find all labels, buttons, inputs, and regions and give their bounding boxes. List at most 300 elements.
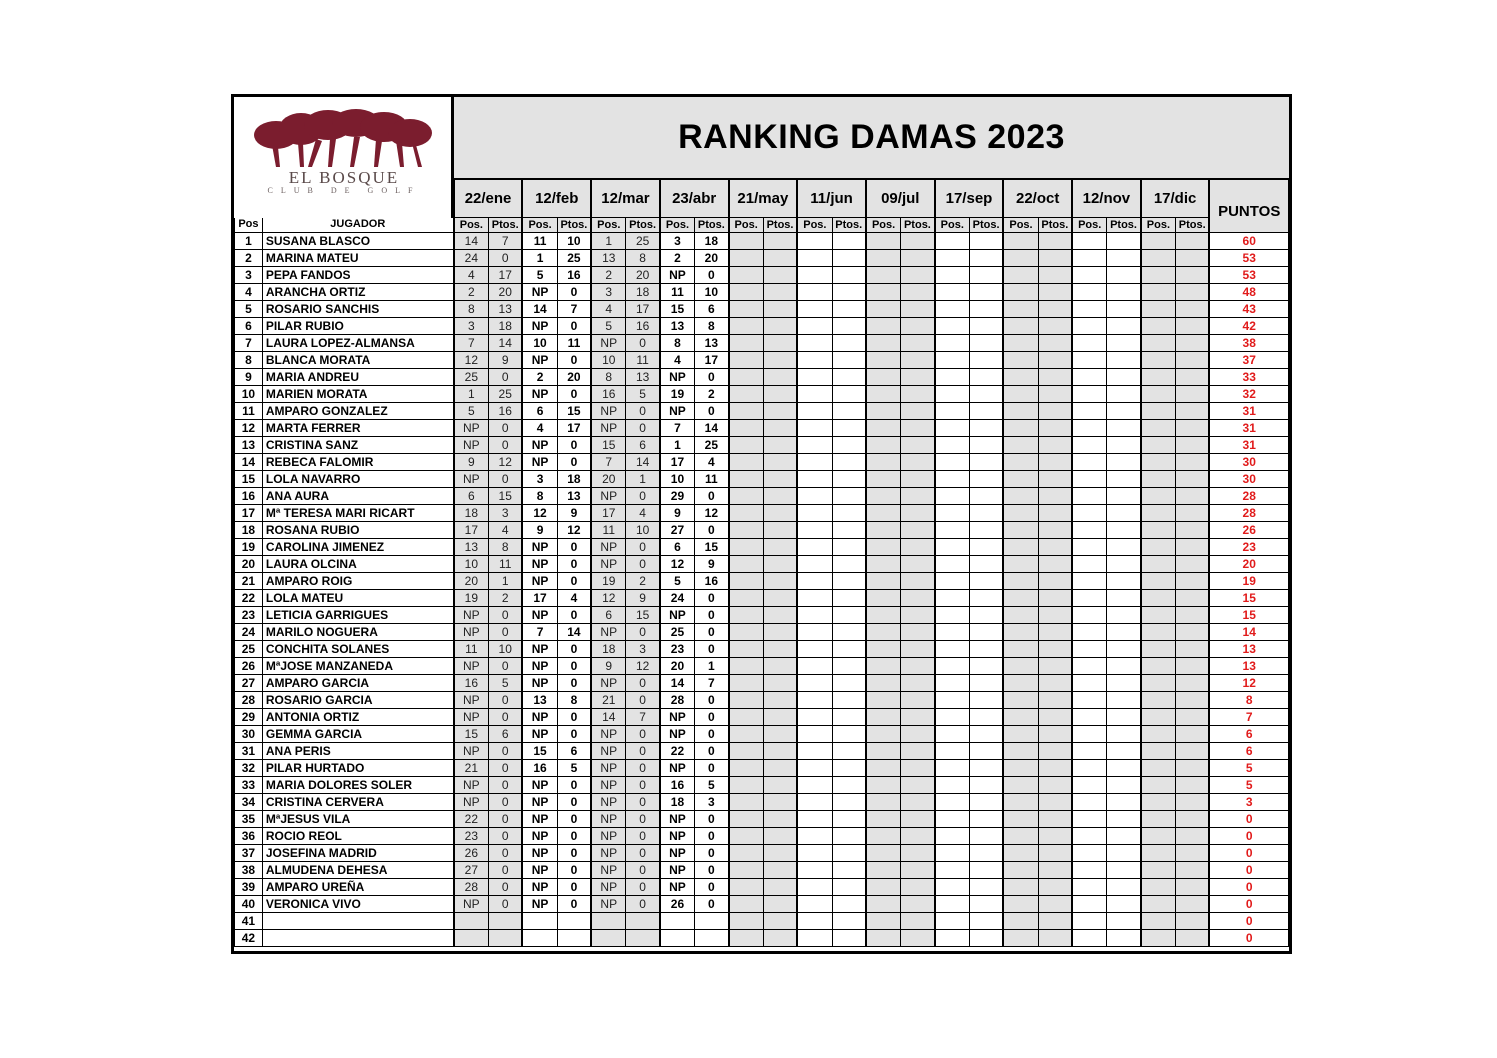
result-pos — [1003, 743, 1038, 760]
result-ptos — [901, 284, 935, 301]
result-pos: NP — [454, 607, 489, 624]
result-ptos — [1176, 726, 1210, 743]
result-ptos: 7 — [489, 233, 523, 250]
result-ptos: 2 — [695, 386, 729, 403]
result-pos — [866, 454, 901, 471]
rank-cell: 25 — [235, 641, 263, 658]
result-pos — [1072, 913, 1107, 930]
result-pos — [1072, 471, 1107, 488]
result-pos — [935, 930, 970, 947]
result-ptos — [1107, 352, 1141, 369]
result-ptos: 0 — [489, 845, 523, 862]
result-pos — [1141, 743, 1176, 760]
result-pos: 2 — [660, 250, 695, 267]
result-pos — [729, 726, 764, 743]
result-ptos — [1038, 896, 1072, 913]
result-pos — [797, 862, 832, 879]
result-pos: NP — [660, 811, 695, 828]
result-pos — [660, 913, 695, 930]
result-pos — [729, 573, 764, 590]
result-ptos: 17 — [489, 267, 523, 284]
result-pos: NP — [454, 420, 489, 437]
result-ptos: 0 — [557, 556, 591, 573]
result-pos — [1003, 726, 1038, 743]
result-ptos — [489, 930, 523, 947]
result-pos — [454, 930, 489, 947]
result-ptos — [901, 709, 935, 726]
result-pos — [729, 896, 764, 913]
result-ptos — [901, 318, 935, 335]
ptos-subheader: Ptos. — [1107, 218, 1141, 233]
result-pos — [729, 454, 764, 471]
result-pos — [729, 709, 764, 726]
pos-subheader: Pos. — [935, 218, 970, 233]
result-pos — [1003, 335, 1038, 352]
result-ptos: 20 — [626, 267, 660, 284]
result-pos: 12 — [454, 352, 489, 369]
result-pos — [729, 794, 764, 811]
result-pos — [797, 403, 832, 420]
result-pos — [1003, 590, 1038, 607]
total-points: 8 — [1209, 692, 1288, 709]
result-ptos — [969, 641, 1003, 658]
result-ptos: 0 — [557, 607, 591, 624]
result-ptos — [1107, 233, 1141, 250]
result-pos — [1072, 692, 1107, 709]
result-ptos: 1 — [695, 658, 729, 675]
result-ptos — [763, 471, 797, 488]
result-ptos — [763, 386, 797, 403]
result-ptos — [832, 692, 866, 709]
result-pos — [935, 369, 970, 386]
result-pos — [866, 726, 901, 743]
result-ptos — [969, 471, 1003, 488]
result-ptos: 0 — [695, 709, 729, 726]
result-ptos — [969, 896, 1003, 913]
result-pos — [591, 913, 626, 930]
player-name: JOSEFINA MADRID — [262, 845, 453, 862]
result-ptos — [901, 488, 935, 505]
result-pos — [935, 607, 970, 624]
rank-cell: 31 — [235, 743, 263, 760]
result-pos — [935, 250, 970, 267]
result-pos: NP — [660, 879, 695, 896]
result-pos — [866, 743, 901, 760]
result-pos: NP — [591, 794, 626, 811]
result-pos — [1003, 879, 1038, 896]
logo-name: EL BOSQUE — [288, 168, 400, 187]
result-ptos: 0 — [557, 777, 591, 794]
result-ptos — [1107, 386, 1141, 403]
player-name: MARIA DOLORES SOLER — [262, 777, 453, 794]
result-pos — [935, 811, 970, 828]
result-pos — [1072, 794, 1107, 811]
result-ptos: 15 — [695, 539, 729, 556]
player-name: Mª TERESA MARI RICART — [262, 505, 453, 522]
result-ptos: 9 — [695, 556, 729, 573]
result-pos — [1072, 505, 1107, 522]
result-ptos: 0 — [557, 437, 591, 454]
result-ptos — [1176, 369, 1210, 386]
result-ptos — [1176, 709, 1210, 726]
result-ptos: 12 — [626, 658, 660, 675]
result-ptos: 0 — [557, 573, 591, 590]
rank-cell: 12 — [235, 420, 263, 437]
result-pos — [729, 471, 764, 488]
result-ptos: 2 — [489, 590, 523, 607]
result-pos — [729, 267, 764, 284]
result-ptos: 20 — [557, 369, 591, 386]
page-title: RANKING DAMAS 2023 — [678, 118, 1065, 156]
result-pos — [935, 539, 970, 556]
table-row — [235, 454, 1289, 471]
result-pos: NP — [660, 607, 695, 624]
result-ptos: 12 — [695, 505, 729, 522]
result-pos — [935, 556, 970, 573]
result-ptos: 0 — [695, 743, 729, 760]
rank-cell: 40 — [235, 896, 263, 913]
rank-cell: 9 — [235, 369, 263, 386]
rank-cell: 14 — [235, 454, 263, 471]
pos-subheader: Pos. — [660, 218, 695, 233]
result-ptos: 0 — [489, 896, 523, 913]
table-row — [235, 233, 1289, 250]
table-row — [235, 522, 1289, 539]
table-row — [235, 250, 1289, 267]
player-name: CRISTINA SANZ — [262, 437, 453, 454]
player-name: LAURA LOPEZ-ALMANSA — [262, 335, 453, 352]
result-ptos: 0 — [489, 794, 523, 811]
result-ptos — [763, 845, 797, 862]
result-ptos — [969, 624, 1003, 641]
result-pos: 20 — [454, 573, 489, 590]
result-ptos: 0 — [626, 845, 660, 862]
rank-cell: 33 — [235, 777, 263, 794]
result-pos: NP — [591, 624, 626, 641]
total-points: 26 — [1209, 522, 1288, 539]
result-pos — [729, 760, 764, 777]
result-ptos — [1176, 777, 1210, 794]
result-pos — [1003, 284, 1038, 301]
result-pos — [1141, 811, 1176, 828]
player-name — [262, 913, 453, 930]
date-header: 09/jul — [866, 180, 935, 218]
result-ptos: 8 — [557, 692, 591, 709]
table-row — [235, 403, 1289, 420]
result-pos — [729, 556, 764, 573]
result-pos — [1003, 488, 1038, 505]
result-ptos — [901, 590, 935, 607]
result-ptos — [1038, 828, 1072, 845]
result-ptos — [1038, 301, 1072, 318]
result-ptos: 15 — [626, 607, 660, 624]
result-pos: 16 — [454, 675, 489, 692]
rank-cell: 3 — [235, 267, 263, 284]
result-pos: NP — [660, 709, 695, 726]
player-name: MARINA MATEU — [262, 250, 453, 267]
table-row — [235, 930, 1289, 947]
result-ptos — [763, 318, 797, 335]
result-pos: NP — [522, 709, 557, 726]
result-ptos — [1176, 930, 1210, 947]
result-pos: NP — [591, 420, 626, 437]
result-pos: NP — [591, 488, 626, 505]
result-ptos — [1107, 301, 1141, 318]
result-pos: 1 — [660, 437, 695, 454]
player-name: ROSARIO GARCIA — [262, 692, 453, 709]
result-ptos — [1107, 522, 1141, 539]
result-ptos — [1038, 556, 1072, 573]
result-pos: NP — [522, 845, 557, 862]
result-ptos — [901, 556, 935, 573]
result-pos: 24 — [660, 590, 695, 607]
result-pos — [1141, 573, 1176, 590]
result-ptos — [1038, 539, 1072, 556]
player-name: MARIEN MORATA — [262, 386, 453, 403]
result-ptos — [763, 301, 797, 318]
result-pos — [797, 777, 832, 794]
result-pos: NP — [660, 760, 695, 777]
result-ptos — [832, 386, 866, 403]
rank-cell: 20 — [235, 556, 263, 573]
result-ptos — [969, 760, 1003, 777]
result-ptos — [901, 675, 935, 692]
result-pos — [1141, 675, 1176, 692]
result-ptos: 0 — [695, 624, 729, 641]
result-ptos — [1038, 777, 1072, 794]
result-ptos — [626, 930, 660, 947]
result-pos — [1003, 845, 1038, 862]
table-row — [235, 539, 1289, 556]
result-ptos: 0 — [557, 284, 591, 301]
rank-cell: 2 — [235, 250, 263, 267]
player-name: SUSANA BLASCO — [262, 233, 453, 250]
result-ptos — [901, 437, 935, 454]
result-pos — [1141, 709, 1176, 726]
total-points: 53 — [1209, 267, 1288, 284]
result-ptos — [901, 743, 935, 760]
result-pos: NP — [454, 624, 489, 641]
result-ptos: 10 — [557, 233, 591, 250]
result-ptos — [832, 743, 866, 760]
result-pos — [797, 233, 832, 250]
date-header: 12/mar — [591, 180, 660, 218]
result-ptos: 25 — [695, 437, 729, 454]
result-pos — [729, 828, 764, 845]
result-pos — [797, 692, 832, 709]
result-ptos — [1176, 301, 1210, 318]
result-ptos — [969, 573, 1003, 590]
result-ptos — [901, 505, 935, 522]
total-points: 0 — [1209, 811, 1288, 828]
result-ptos: 6 — [695, 301, 729, 318]
result-ptos: 3 — [489, 505, 523, 522]
player-name: CONCHITA SOLANES — [262, 641, 453, 658]
result-pos — [935, 590, 970, 607]
result-pos — [866, 505, 901, 522]
result-pos: NP — [660, 862, 695, 879]
result-ptos — [969, 522, 1003, 539]
result-ptos: 10 — [626, 522, 660, 539]
result-ptos — [832, 658, 866, 675]
result-ptos — [901, 267, 935, 284]
result-ptos — [832, 403, 866, 420]
result-pos: NP — [522, 386, 557, 403]
result-pos — [797, 471, 832, 488]
result-ptos — [1176, 794, 1210, 811]
result-ptos — [832, 505, 866, 522]
rank-cell: 16 — [235, 488, 263, 505]
result-ptos: 0 — [489, 760, 523, 777]
result-ptos — [969, 726, 1003, 743]
result-pos: 16 — [522, 760, 557, 777]
result-pos — [1003, 233, 1038, 250]
result-ptos — [832, 420, 866, 437]
result-ptos — [1107, 726, 1141, 743]
result-ptos: 0 — [489, 471, 523, 488]
result-pos: 9 — [660, 505, 695, 522]
result-pos: 14 — [522, 301, 557, 318]
result-pos — [797, 760, 832, 777]
result-ptos — [832, 454, 866, 471]
result-pos — [935, 454, 970, 471]
result-pos — [797, 386, 832, 403]
result-pos — [866, 522, 901, 539]
table-row — [235, 913, 1289, 930]
result-ptos — [1176, 386, 1210, 403]
result-pos — [1072, 369, 1107, 386]
result-pos: 5 — [454, 403, 489, 420]
result-ptos — [969, 335, 1003, 352]
result-ptos — [1038, 845, 1072, 862]
result-ptos — [969, 879, 1003, 896]
result-pos: 11 — [660, 284, 695, 301]
result-pos — [866, 250, 901, 267]
result-ptos — [763, 709, 797, 726]
result-ptos — [763, 777, 797, 794]
rank-cell: 10 — [235, 386, 263, 403]
result-pos — [797, 301, 832, 318]
result-ptos — [1176, 913, 1210, 930]
rank-cell: 6 — [235, 318, 263, 335]
result-ptos — [969, 488, 1003, 505]
result-pos — [1141, 590, 1176, 607]
result-pos — [797, 624, 832, 641]
result-ptos: 0 — [557, 726, 591, 743]
result-pos — [1072, 624, 1107, 641]
result-pos — [1141, 505, 1176, 522]
result-ptos — [1038, 522, 1072, 539]
result-pos — [729, 505, 764, 522]
result-ptos — [763, 539, 797, 556]
result-ptos: 0 — [626, 556, 660, 573]
result-pos — [797, 437, 832, 454]
total-points: 19 — [1209, 573, 1288, 590]
result-ptos: 0 — [489, 777, 523, 794]
result-pos — [797, 250, 832, 267]
result-pos: 16 — [660, 777, 695, 794]
result-pos — [1072, 658, 1107, 675]
result-pos — [1072, 318, 1107, 335]
result-ptos — [763, 760, 797, 777]
result-pos: NP — [522, 811, 557, 828]
result-pos: NP — [591, 335, 626, 352]
result-pos — [866, 777, 901, 794]
total-points: 13 — [1209, 658, 1288, 675]
result-pos — [935, 641, 970, 658]
result-ptos: 0 — [489, 828, 523, 845]
date-header: 23/abr — [660, 180, 729, 218]
result-pos: 1 — [591, 233, 626, 250]
result-ptos — [1107, 845, 1141, 862]
result-ptos — [763, 352, 797, 369]
result-ptos — [969, 284, 1003, 301]
result-ptos — [969, 658, 1003, 675]
rank-cell: 23 — [235, 607, 263, 624]
total-points: 30 — [1209, 471, 1288, 488]
result-pos: NP — [522, 896, 557, 913]
result-ptos: 1 — [626, 471, 660, 488]
result-ptos — [832, 624, 866, 641]
table-row — [235, 896, 1289, 913]
rank-cell: 7 — [235, 335, 263, 352]
result-ptos: 14 — [695, 420, 729, 437]
rank-cell: 32 — [235, 760, 263, 777]
result-pos: NP — [591, 743, 626, 760]
result-pos — [797, 930, 832, 947]
result-ptos — [969, 318, 1003, 335]
total-points: 15 — [1209, 590, 1288, 607]
result-pos — [1003, 930, 1038, 947]
result-ptos: 0 — [626, 862, 660, 879]
result-pos: 7 — [660, 420, 695, 437]
result-ptos: 0 — [695, 692, 729, 709]
result-ptos — [763, 862, 797, 879]
result-pos: NP — [660, 403, 695, 420]
result-ptos — [1176, 471, 1210, 488]
result-ptos — [832, 233, 866, 250]
result-pos: 8 — [660, 335, 695, 352]
result-pos: NP — [660, 828, 695, 845]
result-pos — [1003, 267, 1038, 284]
result-ptos — [763, 624, 797, 641]
result-ptos — [1107, 862, 1141, 879]
player-name — [262, 930, 453, 947]
rank-cell: 4 — [235, 284, 263, 301]
result-pos: NP — [454, 777, 489, 794]
total-points: 28 — [1209, 505, 1288, 522]
result-ptos: 8 — [489, 539, 523, 556]
result-ptos: 0 — [695, 641, 729, 658]
result-ptos — [1038, 284, 1072, 301]
result-pos: NP — [660, 267, 695, 284]
result-pos — [1003, 913, 1038, 930]
result-ptos — [1176, 862, 1210, 879]
result-pos — [1141, 692, 1176, 709]
result-ptos: 0 — [557, 641, 591, 658]
result-ptos — [1038, 743, 1072, 760]
date-header: 11/jun — [797, 180, 866, 218]
result-pos — [797, 879, 832, 896]
result-pos — [1072, 403, 1107, 420]
result-ptos: 0 — [489, 658, 523, 675]
result-pos — [729, 624, 764, 641]
result-pos — [1003, 573, 1038, 590]
result-pos: 5 — [591, 318, 626, 335]
result-pos — [1141, 420, 1176, 437]
result-ptos — [1107, 539, 1141, 556]
result-ptos — [1038, 726, 1072, 743]
